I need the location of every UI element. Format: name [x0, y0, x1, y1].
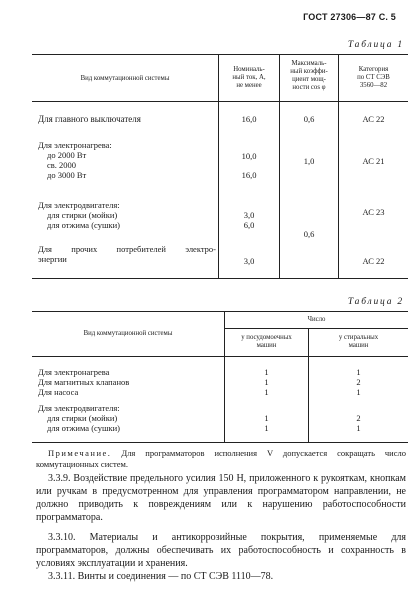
table2-row-sublabel: для отжима (сушки) [47, 423, 120, 433]
table1-row-sublabel: до 2000 Вт [47, 150, 87, 160]
table1-header-power-factor: Максималь- ный коэффи- циент мощ- ности cos φ [290, 60, 328, 91]
paragraph-3-3-10: 3.3.10. Материалы и антикоррозийные покрытия, применяемые для программаторов, должны обеспечивать их работоспособность и сохранность в условиях эксплуатации и хранения. [36, 532, 406, 569]
table2-dish-value: 1 [264, 387, 269, 397]
table1-row-label: Для прочих потребителей электро- [38, 244, 216, 254]
table1-header-current: Номиналь- ный ток, А, не менее [232, 66, 266, 89]
paragraph-3-3-9: 3.3.9. Воздействие предельного усилия 150 Н, приложенного к рукояткам, кнопкам или ручкам в предусмотренном для управления программатором направлении, не должно приводить к повреждениям или к нарушению работоспособности программатора. [36, 473, 406, 523]
table1-current: 6,0 [243, 220, 255, 230]
table2-bottom-rule [32, 442, 408, 443]
table2-subheader-rule [224, 328, 408, 329]
note-text: Для программаторов исполнения V допускается сокращать число коммутационных систем. [36, 448, 406, 469]
table2-wash-value: 1 [356, 367, 361, 377]
table1-pf: 0,6 [303, 114, 315, 124]
table2-wash-value: 1 [356, 423, 361, 433]
table2-row-label: Для насоса [38, 387, 79, 397]
table1-category: АС 22 [362, 256, 385, 266]
table1-current: 3,0 [243, 256, 255, 266]
table2-row-sublabel: для стирки (мойки) [47, 413, 118, 423]
table2-caption: Таблица 2 [347, 297, 404, 307]
table1-row-sublabel: для отжима (сушки) [47, 220, 120, 230]
table2-top-rule [32, 311, 408, 312]
table2-header-washer: у стиральных машин [338, 334, 379, 349]
table2-wash-value: 1 [356, 387, 361, 397]
table1-current: 16,0 [241, 114, 257, 124]
table2-row-label: Для электродвигателя: [38, 403, 120, 413]
table2-row-label: Для электронагрева [38, 367, 110, 377]
table1-current: 3,0 [243, 210, 255, 220]
table2-header-system: Вид коммутационной системы [83, 330, 173, 337]
table1-top-rule [32, 54, 408, 55]
table1-category: АС 23 [362, 207, 385, 217]
page-header: ГОСТ 27306—87 С. 5 [303, 12, 396, 22]
table2-dish-value: 1 [264, 367, 269, 377]
table1-current: 10,0 [241, 151, 257, 161]
table2-header-number: Число [307, 316, 326, 323]
table1-bottom-rule [32, 278, 408, 279]
table2-wash-value: 2 [356, 377, 361, 387]
table1-header-rule [32, 101, 408, 102]
table1-row-label-cont: энергии [38, 254, 67, 264]
table1-header-system: Вид коммутационной системы [80, 75, 170, 82]
table1-current: 16,0 [241, 170, 257, 180]
table1-pf: 1,0 [303, 156, 315, 166]
table1-category: АС 21 [362, 156, 385, 166]
table2-dish-value: 1 [264, 423, 269, 433]
table2-wash-value: 2 [356, 413, 361, 423]
table1-row-sublabel: до 3000 Вт [47, 170, 87, 180]
paragraph-3-3-11: 3.3.11. Винты и соединения — по СТ СЭВ 1110—78. [48, 571, 274, 582]
note-prefix: Примечание. [48, 448, 112, 458]
table2-row-label: Для магнитных клапанов [38, 377, 130, 387]
table2-dish-value: 1 [264, 413, 269, 423]
table2-header-dishwasher: у посудомоечных машин [241, 334, 292, 349]
table1-pf: 0,6 [303, 229, 315, 239]
table1-row-label: Для электронагрева: [38, 140, 112, 150]
table1-header-category: Категория по СТ СЭВ 3560—82 [357, 66, 390, 89]
table2-header-rule [32, 356, 408, 357]
table1-caption: Таблица 1 [347, 40, 404, 50]
table1-category: АС 22 [362, 114, 385, 124]
table1-row-sublabel: для стирки (мойки) [47, 210, 118, 220]
table1-row-sublabel: св. 2000 [47, 160, 77, 170]
table1-row-label: Для электродвигателя: [38, 200, 120, 210]
table1-row-label: Для главного выключателя [38, 114, 141, 124]
table2-dish-value: 1 [264, 377, 269, 387]
note [36, 448, 406, 470]
